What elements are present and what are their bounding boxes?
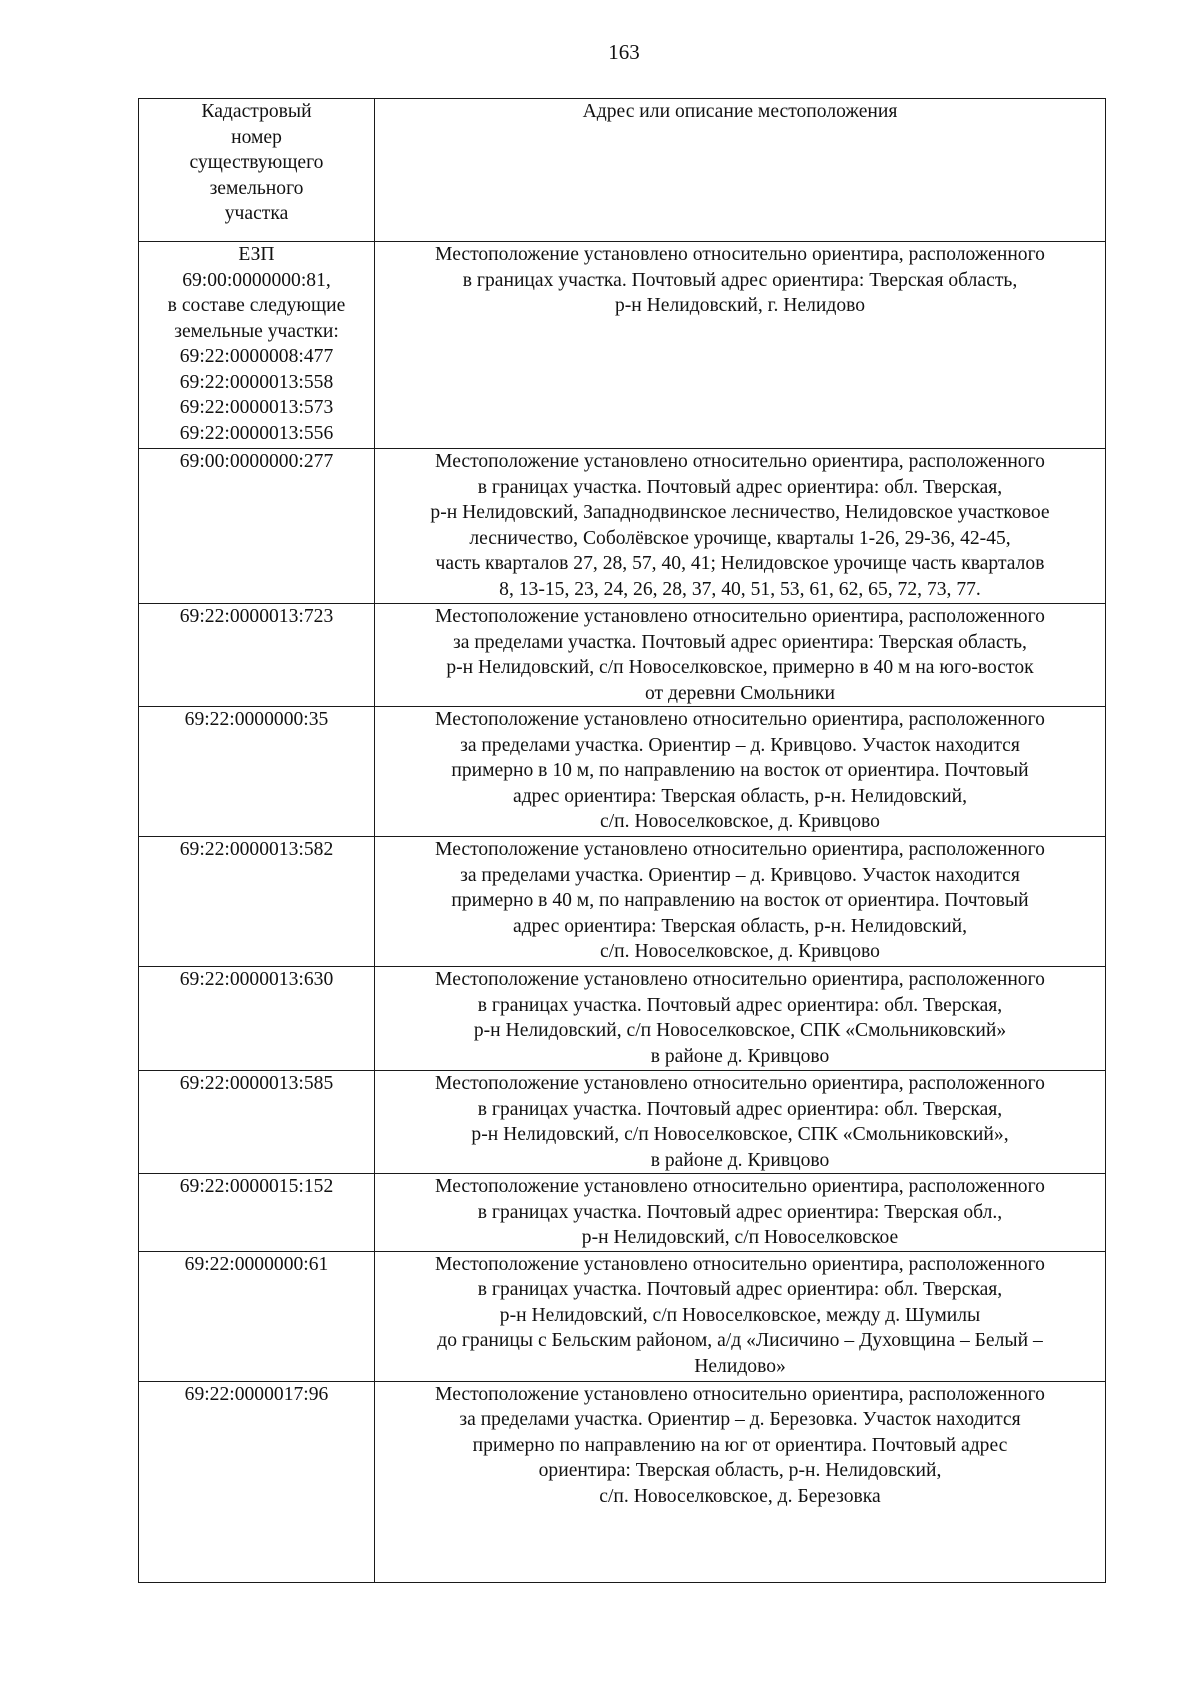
header-row [139,99,1106,242]
address-description-cell [375,604,1106,707]
number-line: 69:22:0000013:630 [179,969,334,990]
cadastral-number-cell [139,837,375,967]
desc-line: в границах участка. Почтовый адрес ориентира: обл. Тверская, [477,476,1003,498]
cadastral-number-cell [139,242,375,449]
desc-line: Местоположение установлено относительно ориентира, расположенного [435,1383,1045,1405]
desc-line: ориентира: Тверская область, р-н. Нелидовский, [538,1460,942,1481]
desc-line: Местоположение установлено относительно ориентира, расположенного [435,451,1045,472]
number-line: 69:22:0000015:152 [179,1176,334,1197]
desc-line: за пределами участка. Ориентир – д. Кривцово. Участок находится [460,864,1020,886]
desc-line: адрес ориентира: Тверская область, р-н. Нелидовский, [513,785,967,807]
desc-line: Нелидово» [694,1355,786,1377]
number-line: 69:22:0000017:96 [184,1383,329,1405]
table-row [139,1381,1106,1582]
number-line: 69:22:0000013:558 [179,371,334,393]
address-description-cell [375,1174,1106,1252]
desc-line: лесничество, Соболёвское урочище, кварталы 1-26, 29-36, 42-45, [469,527,1011,549]
number-line: 69:22:0000000:61 [184,1253,329,1275]
number-line: 69:22:0000000:35 [184,709,329,730]
desc-line: примерно в 10 м, по направлению на восток от ориентира. Почтовый [451,760,1029,781]
desc-line: р-н Нелидовский, с/п Новоселковское, СПК «Смольниковский» [473,1020,1007,1041]
address-description-cell [375,1071,1106,1174]
desc-line: 8, 13-15, 23, 24, 26, 28, 37, 40, 51, 53, 61, 62, 65, 72, 73, 77. [499,578,981,600]
desc-line: в границах участка. Почтовый адрес ориентира: обл. Тверская, [477,1279,1003,1300]
desc-line: р-н Нелидовский, с/п Новоселковское, между д. Шумилы [499,1304,981,1326]
cadastral-number-cell [139,1251,375,1381]
desc-line: от деревни Смольники [645,682,835,704]
header-line: Адрес или описание местоположения [582,101,898,122]
address-description-cell [375,1381,1106,1582]
desc-line: адрес ориентира: Тверская область, р-н. Нелидовский, [513,915,967,937]
number-line: в составе следующие [167,295,346,316]
desc-line: до границы с Бельским районом, а/д «Лисичино – Духовщина – Белый – [437,1330,1043,1351]
header-line: участка [224,203,289,224]
desc-line: р-н Нелидовский, Западнодвинское лесничество, Нелидовское участковое [430,502,1050,523]
desc-line: в границах участка. Почтовый адрес ориентира: Тверская обл., [477,1201,1003,1223]
desc-line: Местоположение установлено относительно ориентира, расположенного [435,244,1045,265]
desc-line: Местоположение установлено относительно ориентира, расположенного [435,1176,1045,1197]
number-line: земельные участки: [174,320,339,342]
address-description-cell [375,837,1106,967]
desc-line: с/п. Новоселковское, д. Березовка [599,1485,881,1507]
desc-line: с/п. Новоселковское, д. Кривцово [600,941,880,962]
header-address [375,99,1106,242]
desc-line: р-н Нелидовский, с/п Новоселковское [581,1227,899,1248]
number-line: 69:00:0000000:81, [182,269,331,291]
desc-line: Местоположение установлено относительно ориентира, расположенного [435,606,1045,627]
header-line: земельного [209,177,304,199]
desc-line: за пределами участка. Почтовый адрес ориентира: Тверская область, [453,631,1027,653]
desc-line: примерно в 40 м, по направлению на восток от ориентира. Почтовый [451,890,1029,911]
desc-line: в границах участка. Почтовый адрес ориентира: обл. Тверская, [477,1098,1003,1120]
page-number: 163 [608,40,640,64]
desc-line: р-н Нелидовский, г. Нелидово [614,295,866,316]
table-row [139,1174,1106,1252]
desc-line: с/п. Новоселковское, д. Кривцово [600,811,880,832]
number-line: 69:22:0000013:573 [179,397,334,418]
header-line: номер [231,126,282,148]
desc-line: в границах участка. Почтовый адрес ориентира: Тверская область, [462,269,1018,291]
desc-line: в районе д. Кривцово [650,1045,830,1067]
address-description-cell [375,449,1106,604]
table-row [139,449,1106,604]
cadastral-number-cell [139,449,375,604]
desc-line: р-н Нелидовский, с/п Новоселковское, примерно в 40 м на юго-восток [446,657,1034,678]
desc-line: за пределами участка. Ориентир – д. Кривцово. Участок находится [460,734,1020,756]
address-description-cell [375,242,1106,449]
address-description-cell [375,1251,1106,1381]
cadastral-number-cell [139,967,375,1071]
table-row [139,242,1106,449]
number-line: 69:22:0000013:723 [179,606,334,627]
header-line: Кадастровый [201,101,312,122]
address-description-cell [375,707,1106,837]
desc-line: в границах участка. Почтовый адрес ориентира: обл. Тверская, [477,994,1003,1016]
desc-line: Местоположение установлено относительно ориентира, расположенного [435,1253,1045,1275]
cadastral-number-cell [139,1071,375,1174]
table-row [139,967,1106,1071]
desc-line: Местоположение установлено относительно ориентира, расположенного [435,709,1045,730]
cadastral-table [138,98,1106,1583]
cadastral-number-cell [139,604,375,707]
desc-line: примерно по направлению на юг от ориентира. Почтовый адрес [472,1434,1008,1456]
cadastral-number-cell [139,1174,375,1252]
desc-line: в районе д. Кривцово [650,1149,830,1171]
number-line: 69:22:0000008:477 [179,346,334,367]
cadastral-number-cell [139,1381,375,1582]
table-row [139,707,1106,837]
desc-line: за пределами участка. Ориентир – д. Березовка. Участок находится [459,1409,1021,1430]
desc-line: часть кварталов 27, 28, 57, 40, 41; Нелидовское урочище часть кварталов [435,553,1045,574]
table-row [139,1251,1106,1381]
cadastral-number-cell [139,707,375,837]
number-line: 69:22:0000013:585 [179,1073,334,1094]
number-line: 69:00:0000000:277 [179,451,334,472]
table-row [139,604,1106,707]
table-row [139,837,1106,967]
desc-line: Местоположение установлено относительно ориентира, расположенного [435,1073,1045,1094]
number-line: 69:22:0000013:582 [179,839,334,860]
desc-line: Местоположение установлено относительно ориентира, расположенного [435,969,1045,990]
header-line: существующего [189,152,324,173]
number-line: ЕЗП [238,244,275,265]
number-line: 69:22:0000013:556 [179,422,334,444]
table-row [139,1071,1106,1174]
desc-line: р-н Нелидовский, с/п Новоселковское, СПК «Смольниковский», [471,1124,1009,1145]
desc-line: Местоположение установлено относительно ориентира, расположенного [435,839,1045,860]
header-cadastral-number [139,99,375,242]
address-description-cell [375,967,1106,1071]
